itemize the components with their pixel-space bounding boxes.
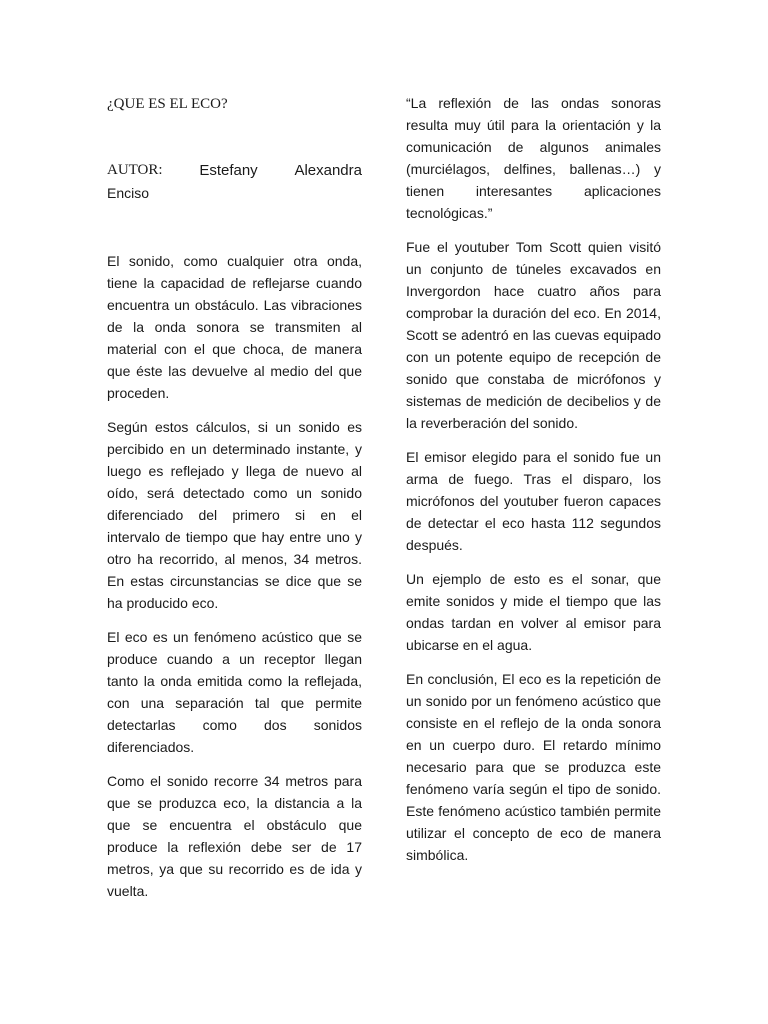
author-line — [107, 159, 362, 182]
paragraph: El eco es un fenómeno acústico que se produce cuando a un receptor llegan tanto la onda emitida como la reflejada, con una separación tal que permite detectarlas como dos sonidos diferenciados. — [107, 629, 362, 755]
paragraph: Como el sonido recorre 34 metros para que se produzca eco, la distancia a la que se encuentra el obstáculo que produce la reflexión debe ser de 17 metros, ya que su recorrido es de ida y vuelta. — [107, 773, 362, 899]
document-title: ¿QUE ES EL ECO? — [107, 96, 228, 112]
paragraph: Fue el youtuber Tom Scott quien visitó un conjunto de túneles excavados en Invergordon hace cuatro años para comprobar la duración del eco. En 2014, Scott se adentró en las cuevas equipado con un potente equipo de recepción de sonido que constaba de micrófonos y sistemas de medición de decibelios y de la reverberación del sonido. — [406, 239, 661, 431]
author-first-name: Estefany — [199, 162, 258, 179]
quote-paragraph: “La reflexión de las ondas sonoras resulta muy útil para la orientación y la comunicación de algunos animales (murciélagos, delfines, ballenas…) y tienen interesantes aplicaciones tecnológicas.” — [406, 95, 661, 221]
paragraph: El sonido, como cualquier otra onda, tiene la capacidad de reflejarse cuando encuentra un obstáculo. Las vibraciones de la onda sonora se transmiten al material con el que choca, de manera que éste las devuelve al medio del que proceden. — [107, 253, 362, 401]
paragraph: En conclusión, El eco es la repetición de un sonido por un fenómeno acústico que consiste en el reflejo de la onda sonora en un cuerpo duro. El retardo mínimo necesario para que se produzca este fenómeno varía según el tipo de sonido. Este fenómeno acústico también permite utilizar el concepto de eco de manera simbólica. — [406, 671, 661, 863]
left-column — [107, 250, 362, 914]
right-column — [406, 92, 661, 878]
paragraph: El emisor elegido para el sonido fue un arma de fuego. Tras el disparo, los micrófonos del youtuber fueron capaces de detectar el eco hasta 112 segundos después. — [406, 449, 661, 553]
paragraph: Según estos cálculos, si un sonido es percibido en un determinado instante, y luego es reflejado y llega de nuevo al oído, será detectado como un sonido diferenciado del primero si en el intervalo de tiempo que hay entre uno y otro ha recorrido, al menos, 34 metros. En estas circunstancias se dice que se ha producido eco. — [107, 419, 362, 611]
author-last-name: Enciso — [107, 185, 150, 201]
author-block — [107, 159, 362, 205]
author-middle-name: Alexandra — [294, 162, 362, 179]
paragraph: Un ejemplo de esto es el sonar, que emite sonidos y mide el tiempo que las ondas tardan en volver al emisor para ubicarse en el agua. — [406, 571, 661, 653]
author-label: AUTOR: — [107, 162, 163, 178]
